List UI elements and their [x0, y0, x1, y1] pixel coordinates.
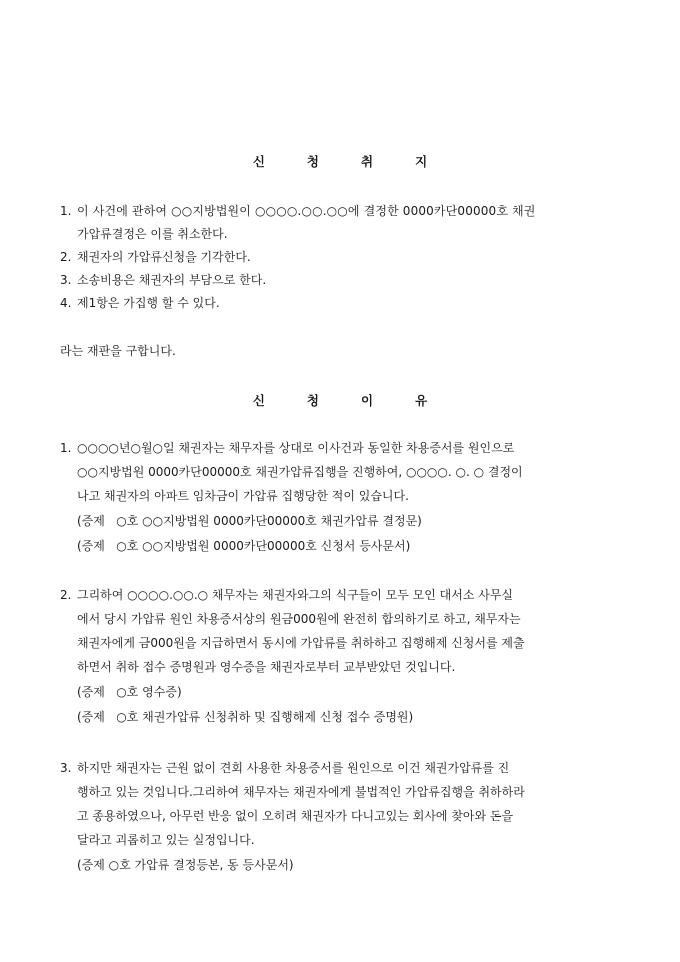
reason-text: ○○지방법원 0000카단00000호 채권가압류집행을 진행하여, ○○○○. ○. ○ 결정이 — [77, 465, 523, 479]
reason-text: 달라고 괴롭히고 있는 실정입니다. — [77, 833, 255, 847]
reason-text: 하면서 취하 접수 증명원과 영수증을 채권자로부터 교부받았던 것입니다. — [77, 660, 456, 674]
purpose-item-text: 제1항은 가집행 할 수 있다. — [77, 296, 220, 310]
closing-statement: 라는 재판을 구합니다. — [60, 344, 176, 358]
heading-application-reasons — [0, 391, 680, 409]
reason-text: 나고 채권자의 아파트 임차금이 가압류 집행당한 적이 있습니다. — [77, 489, 409, 503]
heading-char: 유 — [415, 393, 428, 408]
reason-text: 에서 당시 가압류 원인 차용증서상의 원금000원에 완전히 합의하기로 하고, 채무자는 — [77, 612, 521, 626]
heading-char: 청 — [306, 154, 319, 169]
heading-char: 지 — [415, 154, 428, 169]
evidence-line: (증제 ○호 ○○지방법원 0000카단00000호 채권가압류 결정문) — [77, 514, 422, 528]
reason-text: 그리하여 ○○○○.○○.○ 채무자는 채권자와그의 식구들이 모두 모인 대서소 사무실 — [77, 588, 514, 602]
evidence-line: (증제 ○호 영수증) — [77, 685, 182, 699]
heading-char: 청 — [306, 393, 319, 408]
reason-number: 2. — [60, 588, 72, 602]
heading-char: 이 — [361, 393, 374, 408]
reason-number: 3. — [60, 761, 72, 775]
purpose-item-number: 3. — [60, 273, 72, 287]
reason-text: ○○○○년○월○일 채권자는 채무자를 상대로 이사건과 동일한 차용증서를 원인으로 — [77, 441, 515, 455]
reason-text: 고 종용하였으나, 아무런 반응 없이 오히려 채권자가 다니고있는 회사에 찾아와 돈을 — [77, 809, 514, 823]
heading-char: 신 — [252, 393, 265, 408]
heading-application-purpose — [0, 152, 680, 170]
purpose-item-text: 소송비용은 채권자의 부담으로 한다. — [77, 273, 267, 287]
reason-text: 채권자에게 금000원을 지급하면서 동시에 가압류를 취하하고 집행해제 신청서를 제출 — [77, 636, 525, 650]
reason-text: 하지만 채권자는 근원 없이 견회 사용한 차용증서를 원인으로 이건 채권가압류를 진 — [77, 761, 510, 775]
purpose-item-number: 1. — [60, 204, 72, 218]
reason-number: 1. — [60, 441, 72, 455]
evidence-line: (증제 ○호 가압류 결정등본, 동 등사문서) — [77, 858, 294, 872]
reason-text: 행하고 있는 것입니다.그리하여 채무자는 채권자에게 불법적인 가압류집행을 취하하라 — [77, 785, 525, 799]
purpose-item-number: 4. — [60, 296, 72, 310]
purpose-item-text: 가압류결정은 이를 취소한다. — [77, 227, 228, 241]
purpose-item-text: 채권자의 가압류신청을 기각한다. — [77, 250, 251, 264]
purpose-item-text: 이 사건에 관하여 ○○지방법원이 ○○○○.○○.○○에 결정한 0000카단00000호 채권 — [77, 204, 536, 218]
evidence-line: (증제 ○호 채권가압류 신청취하 및 집행해제 신청 접수 증명원) — [77, 710, 414, 724]
evidence-line: (증제 ○호 ○○지방법원 0000카단00000호 신청서 등사문서) — [77, 539, 411, 553]
heading-char: 신 — [252, 154, 265, 169]
heading-char: 취 — [361, 154, 374, 169]
purpose-item-number: 2. — [60, 250, 72, 264]
